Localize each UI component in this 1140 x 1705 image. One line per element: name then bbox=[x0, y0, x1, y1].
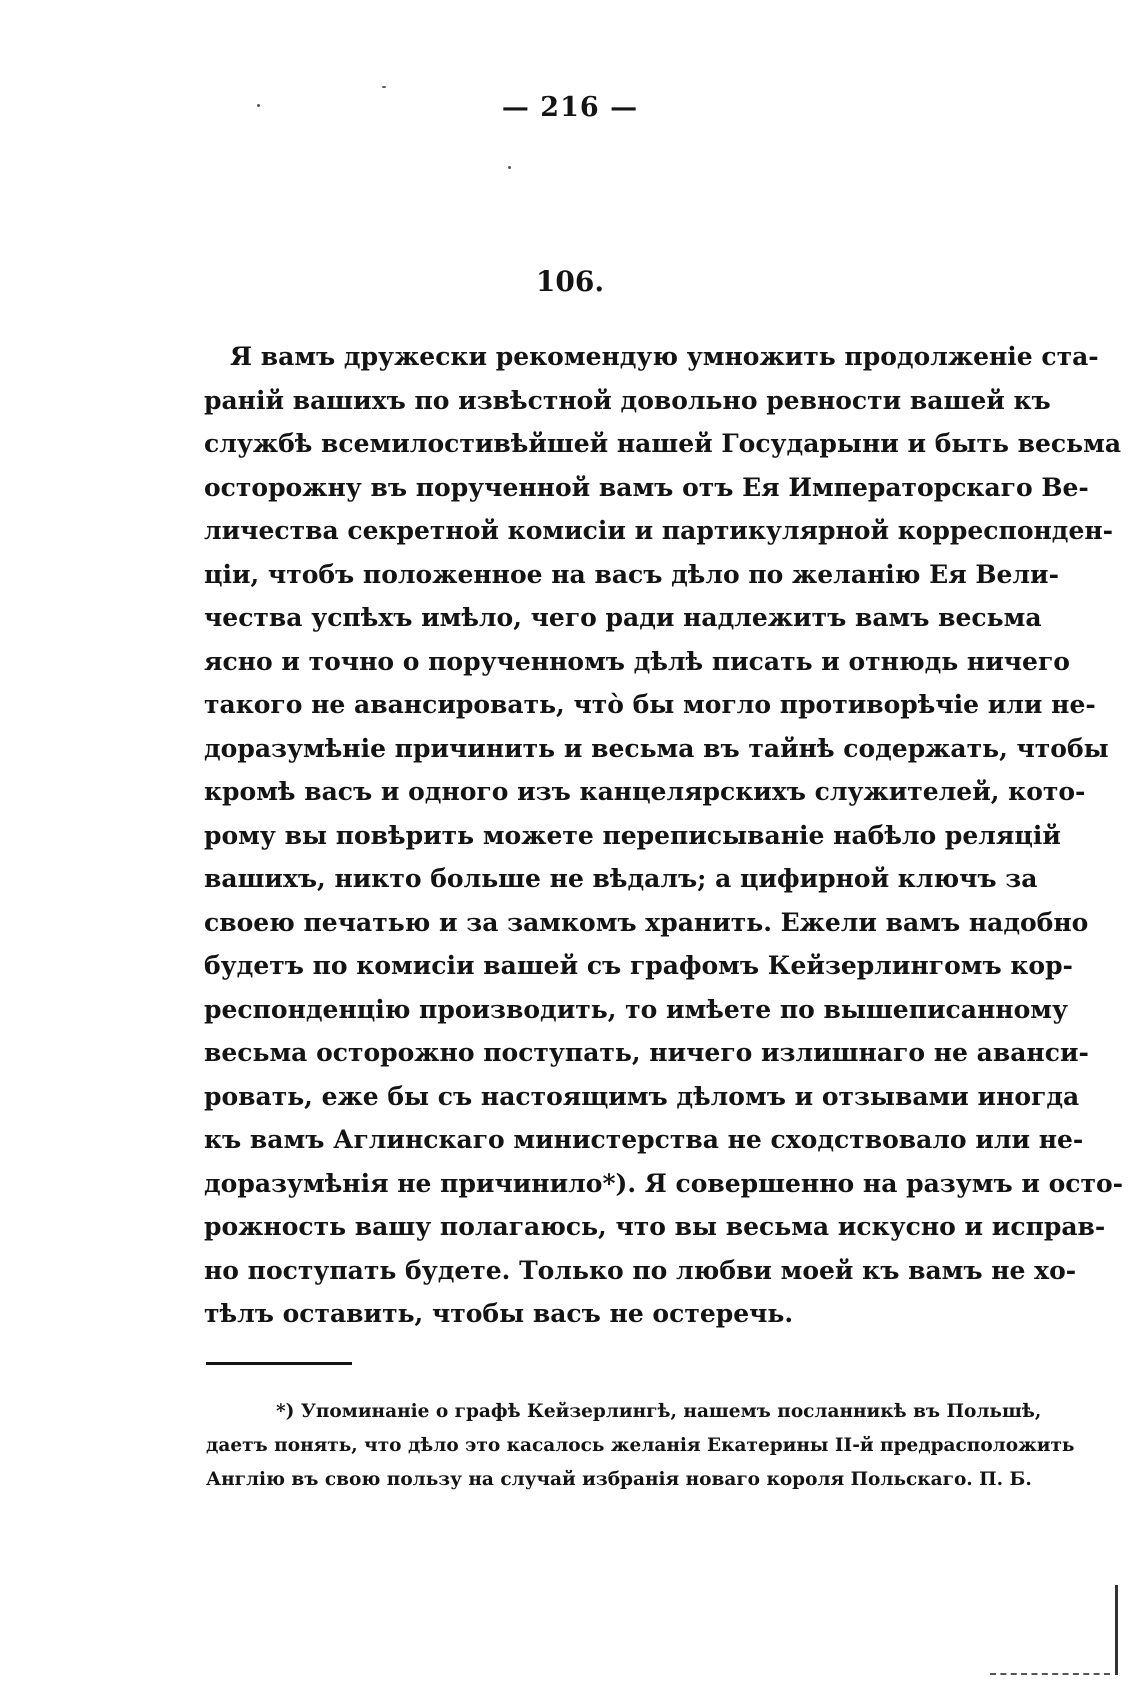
body-line: будетъ по комисіи вашей съ графомъ Кейзерлингомъ кор- bbox=[204, 951, 1073, 980]
body-line: ціи, чтобъ положенное на васъ дѣло по желанію Ея Вели- bbox=[204, 559, 1059, 589]
body-line: вашихъ, никто больше не вѣдалъ; а цифирной ключъ за bbox=[204, 864, 1038, 893]
scan-speck bbox=[382, 86, 386, 88]
document-number: 106. bbox=[535, 265, 605, 298]
footnote-divider bbox=[206, 1362, 352, 1365]
page-number: — 216 — bbox=[501, 92, 639, 123]
scan-edge-dots bbox=[990, 1671, 1110, 1675]
body-line: раній вашихъ по извѣстной довольно ревности вашей къ bbox=[204, 385, 1051, 415]
scan-edge-mark bbox=[1115, 1585, 1118, 1675]
scan-speck bbox=[508, 166, 511, 169]
body-line: респонденцію производить, то имѣете по вышеписанному bbox=[204, 994, 1068, 1024]
footnote-line: *) Упоминаніе о графѣ Кейзерлингѣ, нашемъ посланникѣ въ Польшѣ, bbox=[276, 1401, 1042, 1422]
body-line: тѣлъ оставить, чтобы васъ не остеречь. bbox=[204, 1299, 794, 1328]
body-line: весьма осторожно поступать, ничего излишнаго не аванси- bbox=[204, 1038, 1089, 1067]
body-line: чества успѣхъ имѣло, чего ради надлежитъ вамъ весьма bbox=[204, 603, 1042, 632]
footnote bbox=[206, 1395, 1075, 1497]
body-line: но поступать будете. Только по любви моей къ вамъ не хо- bbox=[204, 1255, 1077, 1285]
body-line: Я вамъ дружески рекомендую умножить продолженіе ста- bbox=[230, 342, 1099, 371]
body-line: личества секретной комисіи и партикулярной корреспонден- bbox=[204, 516, 1114, 545]
body-line: рожность вашу полагаюсь, что вы весьма искусно и исправ- bbox=[204, 1212, 1106, 1241]
body-line: своею печатью и за замкомъ хранить. Ежели вамъ надобно bbox=[204, 907, 1089, 937]
body-line: ровать, еже бы съ настоящимъ дѣломъ и отзывами иногда bbox=[204, 1081, 1080, 1111]
footnote-line: Англію въ свою пользу на случай избранія новаго короля Польскаго. П. Б. bbox=[206, 1469, 1032, 1490]
body-line: кромѣ васъ и одного изъ канцелярскихъ служителей, кото- bbox=[204, 777, 1086, 806]
body-line: ясно и точно о порученномъ дѣлѣ писать и отнюдь ничего bbox=[204, 646, 1070, 676]
body-line: осторожну въ порученной вамъ отъ Ея Императорскаго Ве- bbox=[204, 472, 1089, 502]
body-line: рому вы повѣрить можете переписываніе набѣло реляцій bbox=[204, 820, 1061, 850]
body-line: доразумѣніе причинить и весьма въ тайнѣ содержать, чтобы bbox=[204, 733, 1109, 763]
scan-speck bbox=[257, 104, 260, 107]
footnote-line: даетъ понять, что дѣло это касалось желанія Екатерины II-й предрасположить bbox=[206, 1435, 1075, 1456]
body-line: такого не авансировать, чтò бы могло противорѣчіе или не- bbox=[204, 690, 1096, 719]
body-line: къ вамъ Аглинскаго министерства не сходствовало или не- bbox=[204, 1125, 1084, 1154]
letter-body bbox=[204, 335, 1124, 1336]
body-line: доразумѣнія не причинило*). Я совершенно на разумъ и осто- bbox=[204, 1168, 1124, 1198]
body-line: службѣ всемилостивѣйшей нашей Государыни и быть весьма bbox=[204, 429, 1122, 458]
